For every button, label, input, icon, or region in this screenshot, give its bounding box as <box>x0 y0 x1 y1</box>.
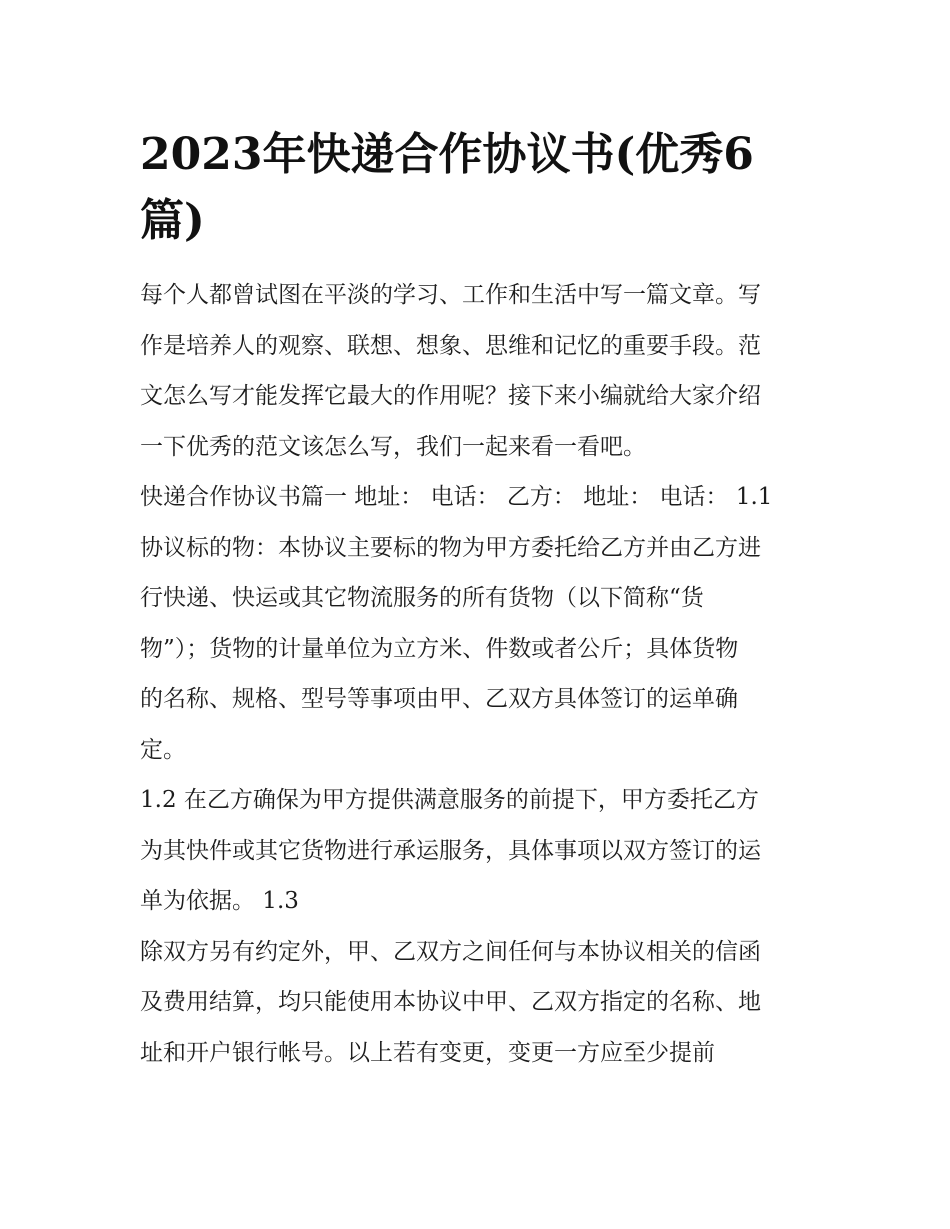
title-line: 篇) <box>140 195 205 246</box>
title-line: 2023年快递合作协议书(优秀6 <box>140 129 754 180</box>
body-line: 协议标的物：本协议主要标的物为甲方委托给乙方并由乙方进 <box>140 534 761 561</box>
body-line: 一下优秀的范文该怎么写，我们一起来看一看吧。 <box>140 433 646 460</box>
body-line: 文怎么写才能发挥它最大的作用呢？接下来小编就给大家介绍 <box>140 383 761 409</box>
document-body <box>140 270 820 1078</box>
body-line: 除双方另有约定外，甲、乙双方之间任何与本协议相关的信函 <box>140 938 761 965</box>
body-line: 物”）；货物的计量单位为立方米、件数或者公斤；具体货物 <box>140 635 739 662</box>
body-line: 快递合作协议书篇一 地址： 电话： 乙方： 地址： 电话： 1.1 <box>140 484 773 510</box>
document-title <box>140 122 820 254</box>
body-line: 单为依据。 1.3 <box>140 888 299 914</box>
body-line: 行快递、快运或其它物流服务的所有货物（以下简称“货 <box>140 585 704 611</box>
body-line: 址和开户银行帐号。以上若有变更，变更一方应至少提前 <box>140 1039 715 1066</box>
document-content <box>140 122 820 1078</box>
body-line: 为其快件或其它货物进行承运服务，具体事项以双方签订的运 <box>140 837 761 864</box>
body-line: 作是培养人的观察、联想、想象、思维和记忆的重要手段。范 <box>140 332 761 359</box>
body-line: 1.2 在乙方确保为甲方提供满意服务的前提下，甲方委托乙方 <box>140 787 759 813</box>
body-line: 每个人都曾试图在平淡的学习、工作和生活中写一篇文章。写 <box>140 282 761 308</box>
body-line: 定。 <box>140 736 186 763</box>
body-line: 的名称、规格、型号等事项由甲、乙双方具体签订的运单确 <box>140 686 738 712</box>
body-line: 及费用结算，均只能使用本协议中甲、乙双方指定的名称、地 <box>140 989 761 1015</box>
